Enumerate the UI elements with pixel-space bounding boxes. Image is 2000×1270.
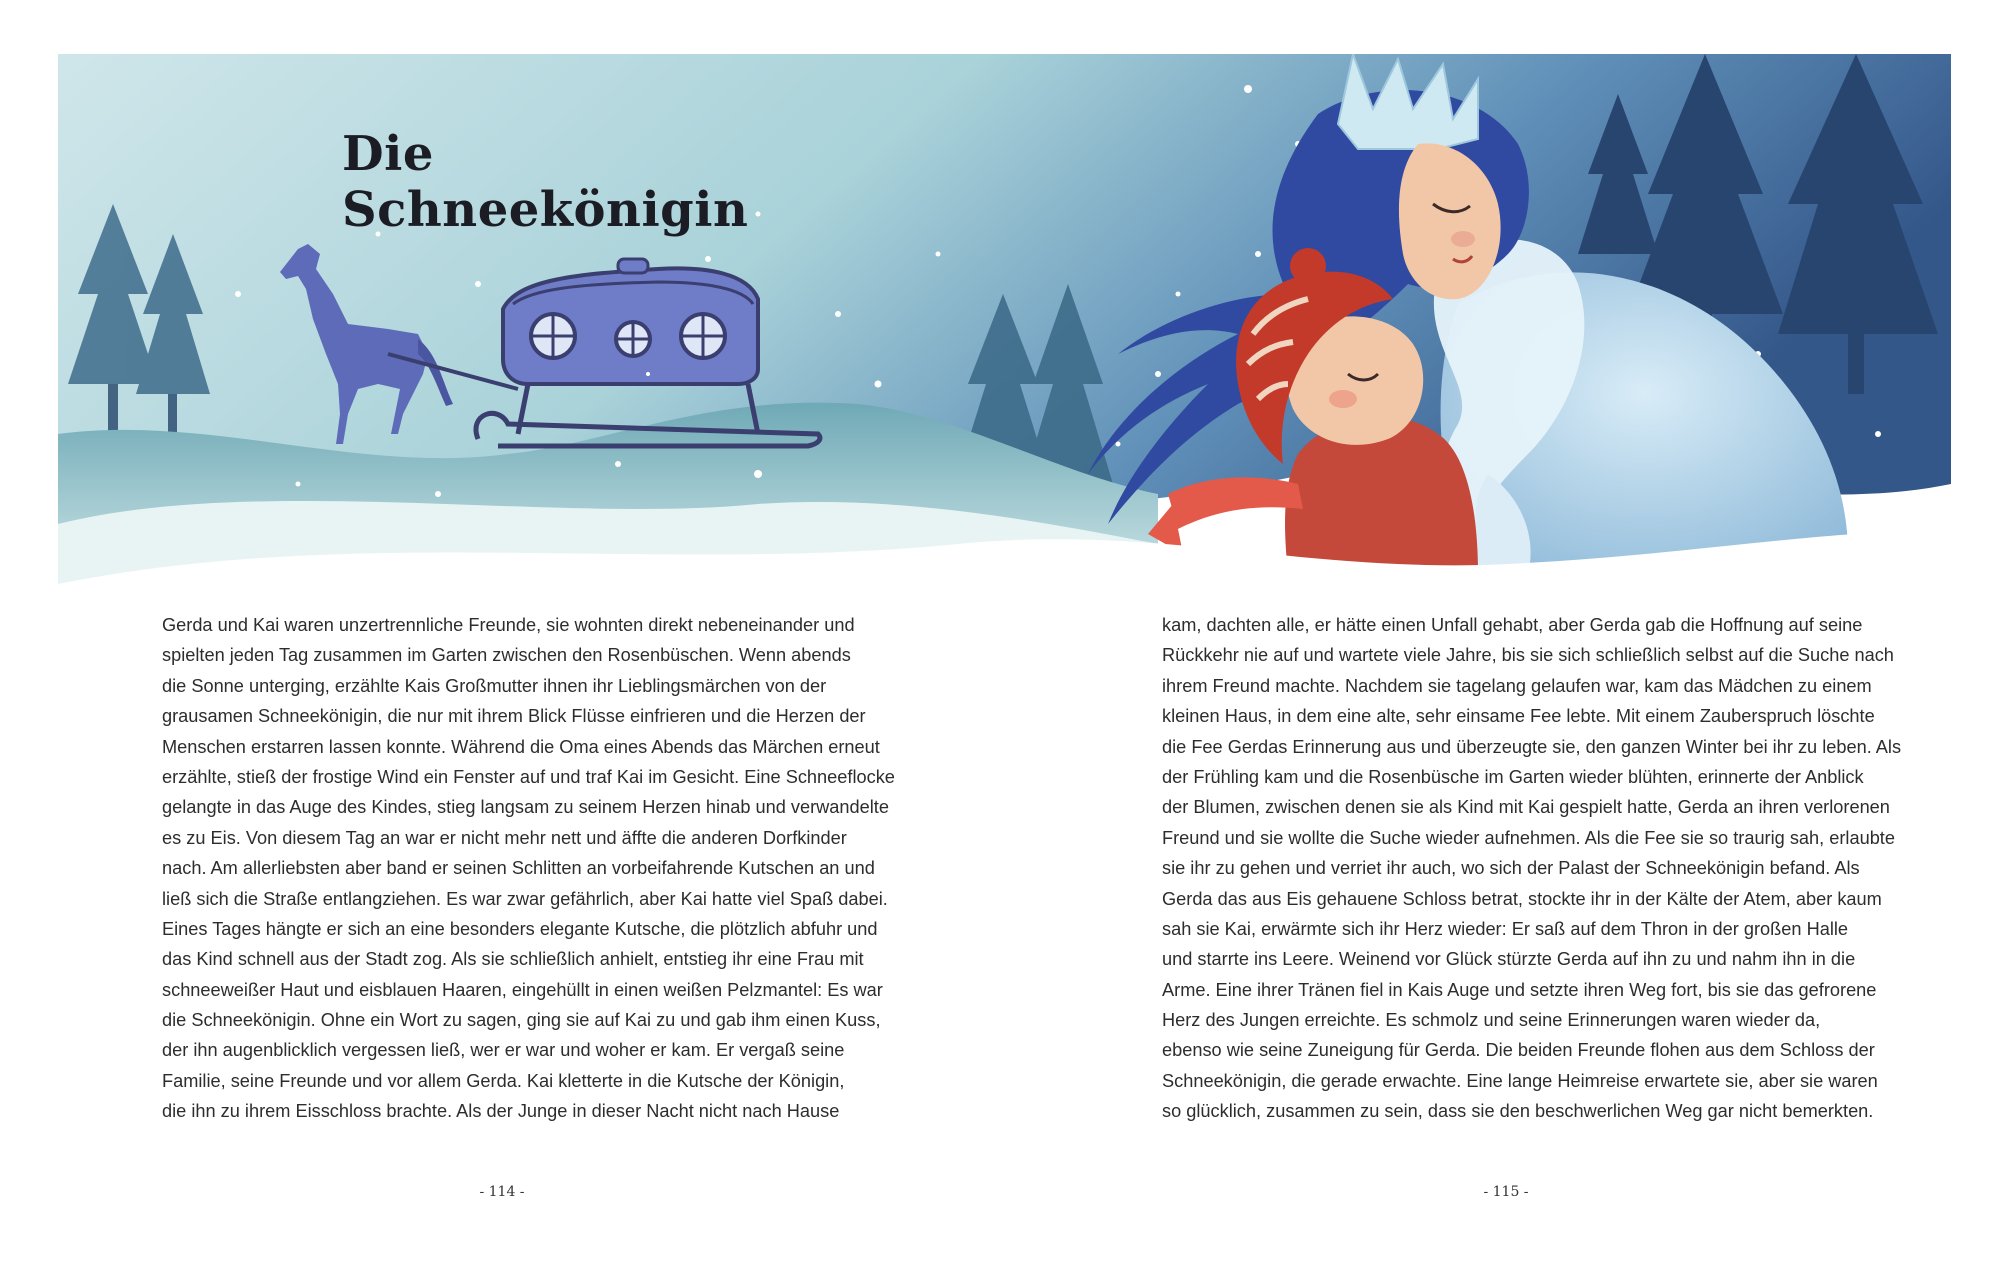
text-line: es zu Eis. Von diesem Tag an war er nicht mehr nett und äffte die anderen Dorfkinder [162,827,847,848]
text-line: spielten jeden Tag zusammen im Garten zwischen den Rosenbüschen. Wenn abends [162,645,851,666]
page-number-right: - 115 - [1483,1184,1529,1200]
text-line: die ihn zu ihrem Eisschloss brachte. Als der Junge in dieser Nacht nicht nach Hause [162,1101,840,1122]
text-line: gelangte in das Auge des Kindes, stieg langsam zu seinem Herzen hinab und verwandelte [162,797,889,818]
text-line: Gerda und Kai waren unzertrennliche Freunde, sie wohnten direkt nebeneinander und [162,615,855,635]
text-line: Rückkehr nie auf und wartete viele Jahre, bis sie sich schließlich selbst auf die Suche nach [1162,645,1894,666]
text-line: ließ sich die Straße entlangziehen. Es war zwar gefährlich, aber Kai hatte viel Spaß dabei. [162,888,888,909]
right-page-text [1162,610,1902,1127]
text-line: Arme. Eine ihrer Tränen fiel in Kais Auge und setzte ihren Weg fort, bis sie das gefrorene [1162,979,1877,1000]
text-line: sie ihr zu gehen und verriet ihr auch, wo sich der Palast der Schneekönigin befand. Als [1162,858,1860,879]
text-line: die Sonne unterging, erzählte Kais Großmutter ihnen ihr Lieblingsmärchen von der [162,675,827,696]
text-line: der ihn augenblicklich vergessen ließ, wer er war und woher er kam. Er vergaß seine [162,1040,845,1061]
text-line: Familie, seine Freunde und vor allem Gerda. Kai kletterte in die Kutsche der Königin, [162,1070,845,1091]
text-line: Eines Tages hängte er sich an eine besonders elegante Kutsche, die plötzlich abfuhr und [162,918,878,939]
text-line: die Fee Gerdas Erinnerung aus und überzeugte sie, den ganzen Winter bei ihr zu leben. Als [1162,736,1902,757]
text-line: so glücklich, zusammen zu sein, dass sie den beschwerlichen Weg gar nicht bemerkten. [1162,1101,1874,1122]
page-number-left: - 114 - [479,1184,525,1200]
text-line: ihrem Freund machte. Nachdem sie tagelang gelaufen war, kam das Mädchen zu einem [1162,675,1872,696]
text-line: Schneekönigin, die gerade erwachte. Eine lange Heimreise erwartete sie, aber sie waren [1162,1070,1878,1091]
text-line: kleinen Haus, in dem eine alte, sehr einsame Fee lebte. Mit einem Zauberspruch löschte [1162,706,1875,727]
page-title: Die Schneekönigin [342,126,749,238]
text-line: Gerda das aus Eis gehauene Schloss betrat, stockte ihr in der Kälte der Atem, aber kaum [1162,888,1882,909]
text-line: Freund und sie wollte die Suche wieder aufnehmen. Als die Fee sie so traurig sah, erlaubte [1162,827,1895,848]
text-line: der Blumen, zwischen denen sie als Kind mit Kai gespielt hatte, Gerda an ihren verlorenen [1162,797,1890,818]
text-line: nach. Am allerliebsten aber band er seinen Schlitten an vorbeifahrende Kutschen an und [162,858,875,879]
text-line: grausamen Schneekönigin, die nur mit ihrem Blick Flüsse einfrieren und die Herzen der [162,706,866,727]
text-line: ebenso wie seine Zuneigung für Gerda. Die beiden Freunde flohen aus dem Schloss der [1162,1040,1875,1061]
text-line: und starrte ins Leere. Weinend vor Glück stürzte Gerda auf ihn zu und nahm ihn in die [1162,949,1856,970]
text-line: Menschen erstarren lassen konnte. Während die Oma eines Abends das Märchen erneut [162,736,880,757]
text-line: die Schneekönigin. Ohne ein Wort zu sagen, ging sie auf Kai zu und gab ihm einen Kuss, [162,1010,881,1031]
text-line: sah sie Kai, erwärmte sich ihr Herz wieder: Er saß auf dem Thron in der großen Halle [1162,918,1849,939]
text-line: erzählte, stieß der frostige Wind ein Fenster auf und traf Kai im Gesicht. Eine Schneeflocke [162,766,895,787]
text-line: schneeweißer Haut und eisblauen Haaren, eingehüllt in einen weißen Pelzmantel: Es war [162,979,883,1000]
text-line: das Kind schnell aus der Stadt zog. Als sie schließlich anhielt, entstieg ihr eine Frau mit [162,949,864,970]
text-line: der Frühling kam und die Rosenbüsche im Garten wieder blühten, erinnerte der Anblick [1162,766,1864,787]
text-line: kam, dachten alle, er hätte einen Unfall gehabt, aber Gerda gab die Hoffnung auf seine [1162,615,1863,635]
left-page-text [162,610,895,1127]
text-line: Herz des Jungen erreichte. Es schmolz und seine Erinnerungen waren wieder da, [1162,1010,1821,1031]
